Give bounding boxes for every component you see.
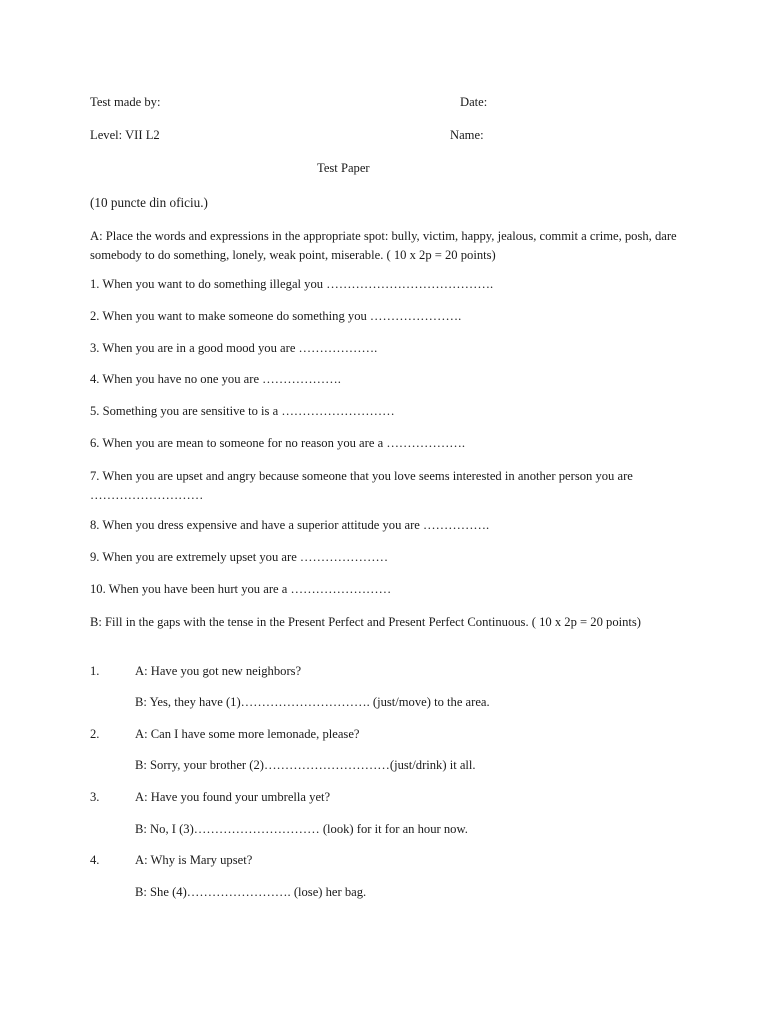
dialogue-number: 2. [90,727,100,741]
points-note: (10 puncte din oficiu.) [90,195,208,210]
section-b-instruction: B: Fill in the gaps with the tense in the Present Perfect and Present Perfect Continuous. ( 10 x 2p = 20 points) [90,615,642,629]
dialogue-line-a: A: Have you got new neighbors? [135,664,302,678]
section-a-item: 9. When you are extremely upset you are ………………… [90,550,389,564]
dialogue-line-b: B: She (4)……………………. (lose) her bag. [135,885,367,899]
dialogue-number: 4. [90,853,100,867]
level-label: Level: VII L2 [90,128,160,142]
dialogue-line-a: A: Why is Mary upset? [135,853,253,867]
dialogue-line-b: B: No, I (3)………………………… (look) for it for an hour now. [135,822,468,836]
dialogue-line-b: B: Yes, they have (1)…………………………. (just/move) to the area. [135,695,490,709]
section-a-item: 5. Something you are sensitive to is a ……………………… [90,404,395,418]
page-title: Test Paper [317,161,370,175]
section-a-item: 7. When you are upset and angry because someone that you love seems interested in another person you are ……………………… [90,469,633,502]
name-label: Name: [450,128,484,142]
section-a-item: 10. When you have been hurt you are a …………………… [90,582,392,596]
section-a-item: 6. When you are mean to someone for no reason you are a ………………. [90,436,466,450]
dialogue-number: 3. [90,790,100,804]
test-made-by-label: Test made by: [90,95,161,109]
section-a-item: 8. When you dress expensive and have a superior attitude you are ……………. [90,518,490,532]
section-a-item: 3. When you are in a good mood you are ………………. [90,341,378,355]
section-a-item: 2. When you want to make someone do something you …………………. [90,309,462,323]
section-a-instruction: A: Place the words and expressions in the appropriate spot: bully, victim, happy, jealous, commit a crime, posh, dare somebody to do something, lonely, weak point, miserable. ( 10 x 2p = 20 points) [90,229,677,262]
dialogue-line-a: A: Can I have some more lemonade, please? [135,727,360,741]
dialogue-number: 1. [90,664,100,678]
dialogue-line-b: B: Sorry, your brother (2)…………………………(just/drink) it all. [135,758,476,772]
section-a-item: 4. When you have no one you are ………………. [90,372,341,386]
date-label: Date: [460,95,488,109]
dialogue-line-a: A: Have you found your umbrella yet? [135,790,331,804]
section-a-item: 1. When you want to do something illegal you …………………………………. [90,277,494,291]
